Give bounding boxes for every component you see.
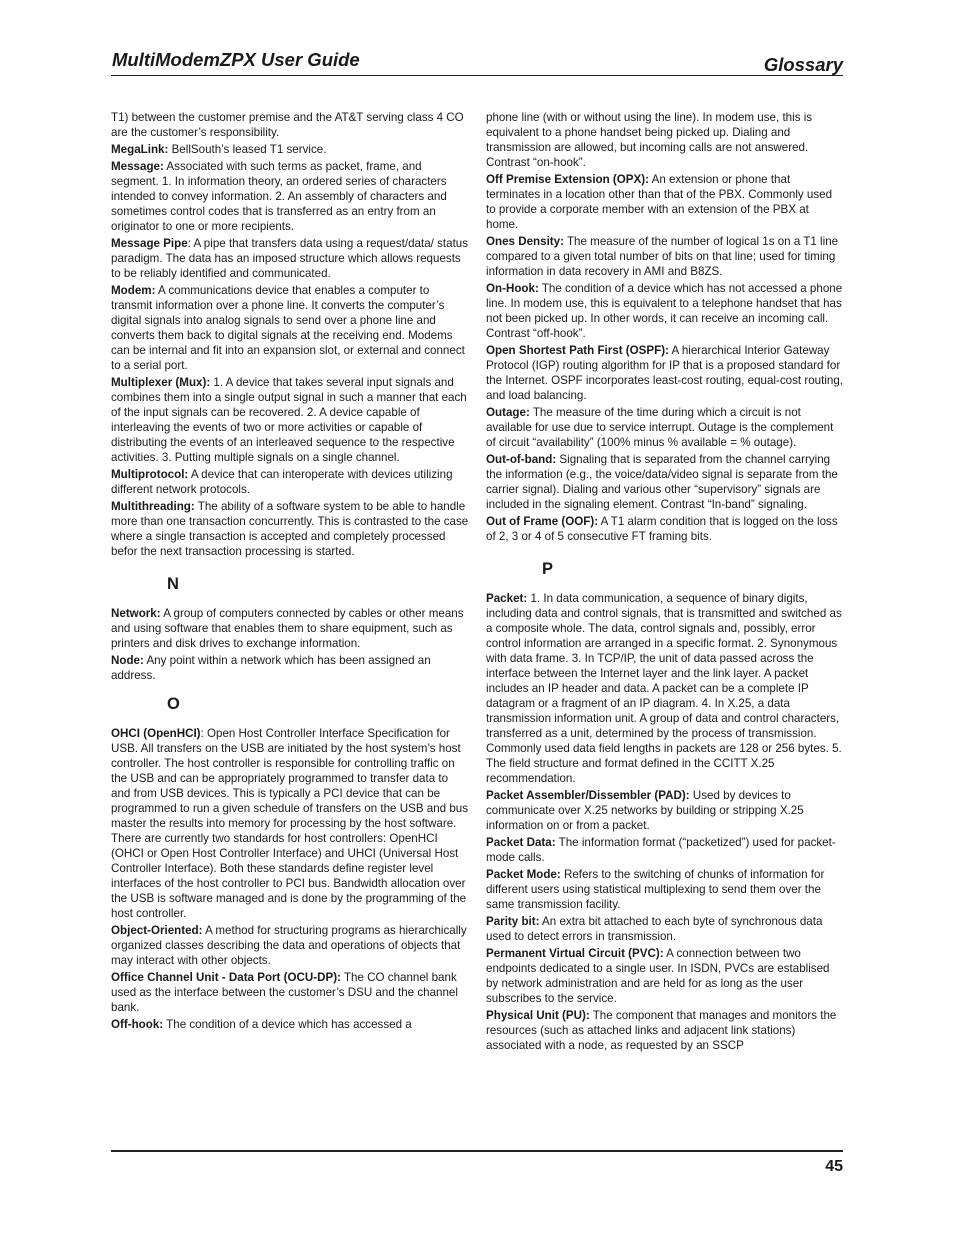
glossary-definition: A method for structuring programs as hierarchically organized classes describing the data and operations of objects that may interact with other objects. (111, 924, 467, 967)
glossary-entry (111, 236, 469, 281)
glossary-definition: A group of computers connected by cables or other means and using software that enables them to share equipment, such as printers and disk drives to exchange information. (111, 607, 464, 650)
glossary-term: Node: (111, 654, 144, 667)
glossary-entry (486, 788, 844, 833)
glossary-definition: The CO channel bank used as the interface between the customer’s DSU and the channel bank. (111, 971, 458, 1014)
glossary-group (111, 110, 469, 559)
page-number: 45 (825, 1158, 843, 1175)
glossary-entry (111, 142, 469, 157)
glossary-term: Open Shortest Path First (OSPF): (486, 344, 669, 357)
glossary-entry (486, 1008, 844, 1053)
glossary-entry (111, 606, 469, 651)
section-title: Glossary (763, 54, 843, 75)
glossary-entry (486, 946, 844, 1006)
glossary-group (111, 726, 469, 1032)
glossary-entry (111, 653, 469, 683)
glossary-term: Packet: (486, 592, 528, 605)
glossary-entry (486, 343, 844, 403)
glossary-definition: Signaling that is separated from the channel carrying the information (e.g., the voice/data/video signal is separate from the carrier signal). Dialing and various other “supervisory” signals are included in the signaling element. Contrast “In-band” signaling. (486, 453, 838, 511)
footer-rule (111, 1150, 843, 1152)
glossary-term: Off-hook: (111, 1018, 164, 1031)
glossary-definition: Refers to the switching of chunks of information for different users using statistical multiplexing to send them over the same transmission facility. (486, 868, 825, 911)
glossary-term: Multiplexer (Mux): (111, 376, 211, 389)
glossary-group (111, 606, 469, 683)
glossary-entry (111, 283, 469, 373)
glossary-entry (486, 591, 844, 786)
letter-heading-p: P (542, 560, 554, 578)
header-rule (111, 75, 843, 76)
glossary-term: OHCI (OpenHCI) (111, 727, 201, 740)
glossary-definition: phone line (with or without using the line). In modem use, this is equivalent to a phone handset being picked up. Dialing and transmission are allowed, but incoming calls are not answered. Contrast “on-hook”. (486, 111, 813, 169)
glossary-term: Ones Density: (486, 235, 564, 248)
glossary-term: Message: (111, 160, 164, 173)
glossary-definition: A device that can interoperate with devices utilizing different network protocols. (111, 468, 453, 496)
glossary-term: Network: (111, 607, 161, 620)
glossary-entry (486, 452, 844, 512)
glossary-entry (111, 1017, 469, 1032)
glossary-definition: A T1 alarm condition that is logged on the loss of 2, 3 or 4 of 5 consecutive FT framing bits. (486, 515, 838, 543)
glossary-definition: T1) between the customer premise and the AT&T serving class 4 CO are the customer’s responsibility. (111, 111, 464, 139)
glossary-definition: The measure of the time during which a circuit is not available for use due to service interrupt. Outage is the complement of circuit “availability” (100% minus % available = % outage). (486, 406, 834, 449)
glossary-definition: 1. In data communication, a sequence of binary digits, including data and control signals, that is transmitted and switched as a composite whole. The data, control signals and, possibly, error control information are arranged in a specific format. 2. Synonymous with data frame. 3. In TCP/IP, the unit of data passed across the interface between the Internet layer and the link layer. A packet includes an IP header and data. A packet can be a complete IP datagram or a fragment of an IP diagram. 4. In X.25, a data transmission information unit. A group of data and control characters, transferred as a unit, determined by the process of transmission. Commonly used data field lengths in packets are 128 or 256 bytes. 5. The field structure and format defined in the CCITT X.25 recommendation. (486, 592, 842, 785)
glossary-term: Office Channel Unit - Data Port (OCU-DP): (111, 971, 341, 984)
glossary-definition: The information format (“packetized”) used for packet-mode calls. (486, 836, 836, 864)
glossary-term: Packet Assembler/Dissembler (PAD): (486, 789, 690, 802)
glossary-term: MegaLink: (111, 143, 169, 156)
glossary-definition: The condition of a device which has not accessed a phone line. In modem use, this is equivalent to a telephone handset that has not been picked up. In other words, it can receive an incoming call. Contrast “off-hook”. (486, 282, 843, 340)
glossary-entry (111, 970, 469, 1015)
glossary-entry (486, 867, 844, 912)
glossary-term: Physical Unit (PU): (486, 1009, 590, 1022)
glossary-entry (111, 110, 469, 140)
glossary-entry (486, 110, 844, 170)
glossary-term: Off Premise Extension (OPX): (486, 173, 649, 186)
glossary-definition: 1. A device that takes several input signals and combines them into a single output signal in such a manner that each of the input signals can be recovered. 2. A device capable of interleaving the events of two or more activities or capable of distributing the events of an interleaved sequence to the respective activities. 3. Putting multiple signals on a single channel. (111, 376, 467, 464)
glossary-entry (486, 914, 844, 944)
glossary-definition: A hierarchical Interior Gateway Protocol (IGP) routing algorithm for IP that is a proposed standard for the Internet. OSPF incorporates least-cost routing, equal-cost routing, and load balancing. (486, 344, 844, 402)
glossary-entry (111, 375, 469, 465)
glossary-term: Permanent Virtual Circuit (PVC): (486, 947, 664, 960)
glossary-term: On-Hook: (486, 282, 539, 295)
glossary-definition: The condition of a device which has accessed a (163, 1018, 412, 1031)
glossary-term: Message Pipe (111, 237, 188, 250)
glossary-entry (111, 499, 469, 559)
glossary-definition: The measure of the number of logical 1s on a T1 line compared to a given total number of bits on that line; used for timing information in data recovery in AMI and B8ZS. (486, 235, 839, 278)
glossary-term: Packet Mode: (486, 868, 561, 881)
glossary-definition: : A pipe that transfers data using a request/data/ status paradigm. The data has an imposed structure which allows requests to be reliably identified and communicated. (111, 237, 469, 280)
glossary-definition: Any point within a network which has been assigned an address. (111, 654, 431, 682)
glossary-entry (486, 172, 844, 232)
left-column (111, 110, 469, 1034)
glossary-entry (111, 923, 469, 968)
glossary-entry (111, 726, 469, 921)
glossary-entry (486, 514, 844, 544)
glossary-term: Multithreading: (111, 500, 195, 513)
glossary-definition: The ability of a software system to be able to handle more than one transaction concurrently. This is contrasted to the case where a single transaction is accepted and completely processed befor the next transaction processing is started. (111, 500, 469, 558)
glossary-term: Out of Frame (OOF): (486, 515, 599, 528)
letter-heading-o: O (167, 695, 180, 713)
glossary-definition: BellSouth’s leased T1 service. (168, 143, 327, 156)
glossary-definition: : Open Host Controller Interface Specification for USB. All transfers on the USB are initiated by the host system’s host controller. The host controller is responsible for controlling traffic on the USB and can be appropriately programmed to transfer data to and from USB devices. This is typically a PCI device that can be programmed to run a given schedule of transfers on the USB and bus master the results into memory for processing by the host software. There are currently two standards for host controllers: OpenHCI (OHCI or Open Host Controller Interface) and UHCI (Universal Host Controller Interface). Both these standards define register level interfaces of the host controller to PCI bus. Bandwidth allocation over the USB is software managed and is done by the programming of the host controller. (111, 727, 469, 920)
glossary-term: Multiprotocol: (111, 468, 189, 481)
glossary-definition: A communications device that enables a computer to transmit information over a phone line. It converts the computer’s digital signals into analog signals to send over a phone line and converts them back to digital signals at the receiving end. Modems can be internal and fit into an expansion slot, or external and connect to a serial port. (111, 284, 465, 372)
glossary-definition: An extra bit attached to each byte of synchronous data used to detect errors in transmission. (486, 915, 823, 943)
glossary-term: Outage: (486, 406, 530, 419)
glossary-entry (486, 234, 844, 279)
glossary-entry (486, 405, 844, 450)
glossary-entry (111, 467, 469, 497)
glossary-definition: The component that manages and monitors the resources (such as attached links and adjacent link stations) associated with a node, as requested by an SSCP (486, 1009, 837, 1052)
glossary-term: Packet Data: (486, 836, 556, 849)
glossary-entry (486, 281, 844, 341)
glossary-entry (486, 835, 844, 865)
glossary-term: Parity bit: (486, 915, 540, 928)
glossary-term: Modem: (111, 284, 156, 297)
glossary-definition: Used by devices to communicate over X.25 networks by building or stripping X.25 information on or from a packet. (486, 789, 804, 832)
right-column (486, 110, 844, 1055)
glossary-definition: Associated with such terms as packet, frame, and segment. 1. In information theory, an ordered series of characters intended to convey information. 2. An assembly of characters and sometimes control codes that is transferred as an entry from an originator to one or more recipients. (111, 160, 447, 233)
glossary-entry (111, 159, 469, 234)
glossary-definition: A connection between two endpoints dedicated to a single user. In ISDN, PVCs are establised by network administration and are held for as long as the user subscribes to the service. (486, 947, 830, 1005)
glossary-term: Out-of-band: (486, 453, 557, 466)
glossary-group (486, 591, 844, 1053)
glossary-group (486, 110, 844, 544)
letter-heading-n: N (167, 575, 179, 593)
document-title: MultiModemZPX User Guide (112, 49, 360, 70)
glossary-term: Object-Oriented: (111, 924, 203, 937)
glossary-definition: An extension or phone that terminates in a location other than that of the PBX. Commonly used to provide a corporate member with an extension of the PBX at home. (486, 173, 833, 231)
